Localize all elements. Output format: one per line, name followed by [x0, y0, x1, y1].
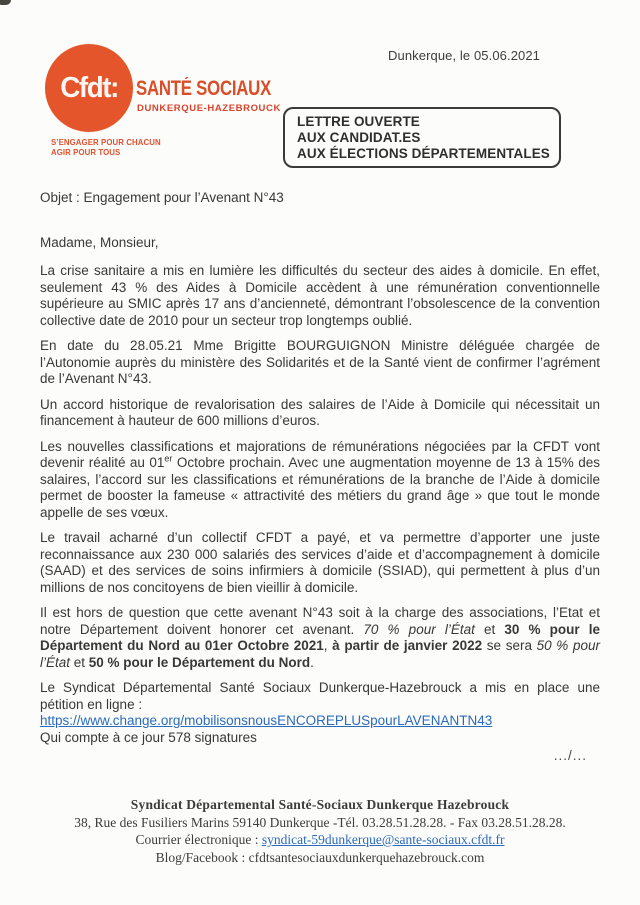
paragraph-financement: Il est hors de question que cette avenant N°43 soit à la charge des associations, l’Etat et notre Département doivent honorer cet avenant. 70 % pour l’État et 30 % pour le Département du Nord au 01er Octobre 2021, à partir de janvier 2022 se sera 50 % pour l’État et 50 % pour le Département du Nord.: [40, 605, 600, 670]
paragraph-accord-historique: Un accord historique de revalorisation des salaires de l’Aide à Domicile qui nécessitait un financement à hauteur de 600 millions d’euros.: [40, 396, 600, 428]
slogan-line-1: S’ENGAGER POUR CHACUN: [51, 137, 161, 147]
paragraph-agrement-avenant: En date du 28.05.21 Mme Brigitte BOURGUIGNON Ministre déléguée chargée de l’Autonomie auprès du ministère des Solidarités et de la Santé vient de confirmer l’agrément de l’Avenant N°43.: [40, 338, 600, 386]
footer-org-name: Syndicat Départemental Santé-Sociaux Dunkerque Hazebrouck: [130, 797, 510, 812]
salutation: Madame, Monsieur,: [40, 234, 159, 250]
notice-line-1: LETTRE OUVERTE: [297, 114, 420, 129]
petition-link-line: [40, 713, 600, 730]
scan-artifact-corner: [0, 0, 11, 5]
letter-footer: [0, 796, 640, 866]
footer-email-label: Courrier électronique :: [135, 832, 262, 847]
date-line: Dunkerque, le 05.06.2021: [388, 48, 541, 63]
brand-title: SANTÉ SOCIAUX: [136, 77, 272, 100]
brand-subtitle: DUNKERQUE-HAZEBROUCK: [137, 103, 281, 114]
footer-email-link[interactable]: syndicat-59dunkerque@sante-sociaux.cfdt.fr: [261, 832, 505, 847]
notice-line-2: AUX CANDIDAT.ES: [297, 130, 421, 146]
footer-blog-line: Blog/Facebook : cfdtsantesociauxdunkerquehazebrouck.com: [155, 849, 485, 865]
petition-link[interactable]: https://www.change.org/mobilisonsnousENCOREPLUSpourLAVENANTN43: [40, 713, 493, 728]
notice-line-3: AUX ÉLECTIONS DÉPARTEMENTALES: [297, 146, 550, 162]
subject-line: Objet : Engagement pour l’Avenant N°43: [40, 190, 284, 205]
logo-slogan: [51, 137, 161, 157]
paragraph-classifications: Les nouvelles classifications et majorations de rémunérations négociées par la CFDT vont devenir réalité au 01er Octobre prochain. Avec une augmentation moyenne de 13 à 15% des salaires, l’accord sur les classifications et rémunérations de la branche de l’Aide à domicile permet de booster la fameuse « attractivité des métiers du grand âge » que tout le monde appelle de ses vœux.: [40, 438, 600, 520]
letter-body: [40, 190, 600, 774]
open-letter-box: [283, 107, 561, 168]
paragraph-reconnaissance: Le travail acharné d’un collectif CFDT a payé, et va permettre d’apporter une juste reconnaissance aux 230 000 salariés des services d’aide et d’accompagnement à domicile (SAAD) et des services de soins infirmiers à domicile (SSIAD), qui permettent à plus d’un millions de nos concitoyens de bien vieillir à domicile.: [40, 530, 600, 595]
paragraph-petition: Le Syndicat Départemental Santé Sociaux Dunkerque-Hazebrouck a mis en place une pétition en ligne :: [40, 680, 600, 712]
slogan-line-2: AGIR POUR TOUS: [51, 147, 121, 157]
signature-count: Qui compte à ce jour 578 signatures: [40, 729, 257, 745]
cfdt-logo-text: Cfdt:: [60, 71, 118, 104]
footer-address-line: 38, Rue des Fusiliers Marins 59140 Dunkerque -Tél. 03.28.51.28.28. - Fax 03.28.51.28.28.: [74, 814, 566, 830]
cfdt-logo-icon: [45, 44, 133, 132]
page-continuation-mark: .../...: [553, 748, 587, 763]
paragraph-crise-sanitaire: La crise sanitaire a mis en lumière les difficultés du secteur des aides à domicile. En effet, seulement 43 % des Aides à Domicile accèdent à une rémunération conventionnelle supérieure au SMIC après 17 ans d’ancienneté, démontrant l’obsolescence de la convention collective date de 2010 pour un secteur trop longtemps oublié.: [40, 263, 600, 328]
footer-email-line: [0, 831, 640, 849]
